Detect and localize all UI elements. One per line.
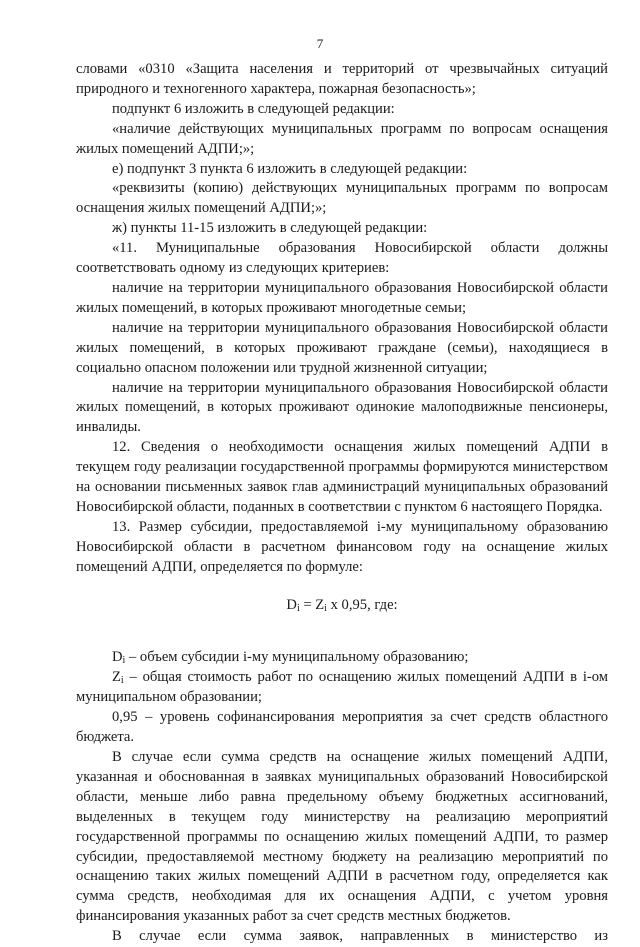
formula-d-subscript: i <box>296 602 300 614</box>
paragraph: подпункт 6 изложить в следующей редакции: <box>112 100 395 117</box>
paragraph: словами «0310 «Защита населения и территорий от чрезвычайных ситуаций природного и техногенного характера, пожарная безопасность»; <box>76 61 608 97</box>
paragraph: наличие на территории муниципального образования Новосибирской области жилых помещений, в которых проживают многодетные семьи; <box>76 279 608 316</box>
definition-symbol: Z <box>112 669 121 686</box>
document-body <box>76 60 608 947</box>
formula-z: Z <box>315 596 325 613</box>
definition-subscript: i <box>122 655 126 667</box>
paragraph: ж) пункты 11-15 изложить в следующей редакции: <box>112 220 428 237</box>
page-number: 7 <box>316 36 324 51</box>
paragraph: «наличие действующих муниципальных программ по вопросам оснащения жилых помещений АДПИ;»; <box>76 120 608 157</box>
definition-symbol: D <box>112 649 123 666</box>
formula-equals: = <box>299 596 316 613</box>
paragraph: 13. Размер субсидии, предоставляемой i-му муниципальному образованию Новосибирской области в расчетном финансовом году на оснащение жилых помещений АДПИ, определяется по формуле: <box>76 518 608 575</box>
definition-z <box>76 668 608 708</box>
formula-rest: x 0,95, где: <box>326 596 398 613</box>
paragraph: наличие на территории муниципального образования Новосибирской области жилых помещений, в которых проживают одинокие малоподвижные пенсионеры, инвалиды. <box>76 379 608 436</box>
paragraph: 12. Сведения о необходимости оснащения жилых помещений АДПИ в текущем году реализации государственной программы формируются министерством на основании письменных заявок глав администраций муниципальных образований Новосибирской области, поданных в соответствии с пунктом 6 настоящего Порядка. <box>76 439 608 515</box>
paragraph: «реквизиты (копию) действующих муниципальных программ по вопросам оснащения жилых помещений АДПИ;»; <box>76 180 608 217</box>
paragraph: «11. Муниципальные образования Новосибирской области должны соответствовать одному из следующих критериев: <box>76 240 608 277</box>
formula-d: D <box>286 596 297 613</box>
definition-text: – объем субсидии i-му муниципальному образованию; <box>125 649 469 666</box>
definition-d <box>76 648 608 668</box>
paragraph: В случае если сумма средств на оснащение жилых помещений АДПИ, указанная и обоснованная в заявках муниципальных образований Новосибирской области, меньше либо равна предельному объему бюджетных ассигнований, выделенных в текущем году министерству на реализацию мероприятий государственной программы по оснащению жилых помещений АДПИ, то размер субсидии, предоставляемой местному бюджету на реализацию мероприятий по оснащению таких жилых помещений АДПИ в расчетном году, определяется как сумма средств, необходимая для их оснащения АДПИ, с учетом уровня финансирования указанных работ за счет средств местных бюджетов. <box>76 749 608 925</box>
formula <box>76 596 608 616</box>
definition-subscript: i <box>120 675 124 687</box>
paragraph: В случае если сумма заявок, направленных в министерство из <box>112 928 608 945</box>
paragraph: 0,95 – уровень софинансирования мероприятия за счет средств областного бюджета. <box>76 709 608 746</box>
formula-z-subscript: i <box>324 602 327 614</box>
paragraph: е) подпункт 3 пункта 6 изложить в следующей редакции: <box>112 160 468 177</box>
paragraph: наличие на территории муниципального образования Новосибирской области жилых помещений, в которых проживают граждане (семьи), находящиеся в социально опасном положении или трудной жизненной ситуации; <box>76 319 608 376</box>
definition-text: – общая стоимость работ по оснащению жилых помещений АДПИ в i-ом муниципальном образовании; <box>76 669 608 706</box>
